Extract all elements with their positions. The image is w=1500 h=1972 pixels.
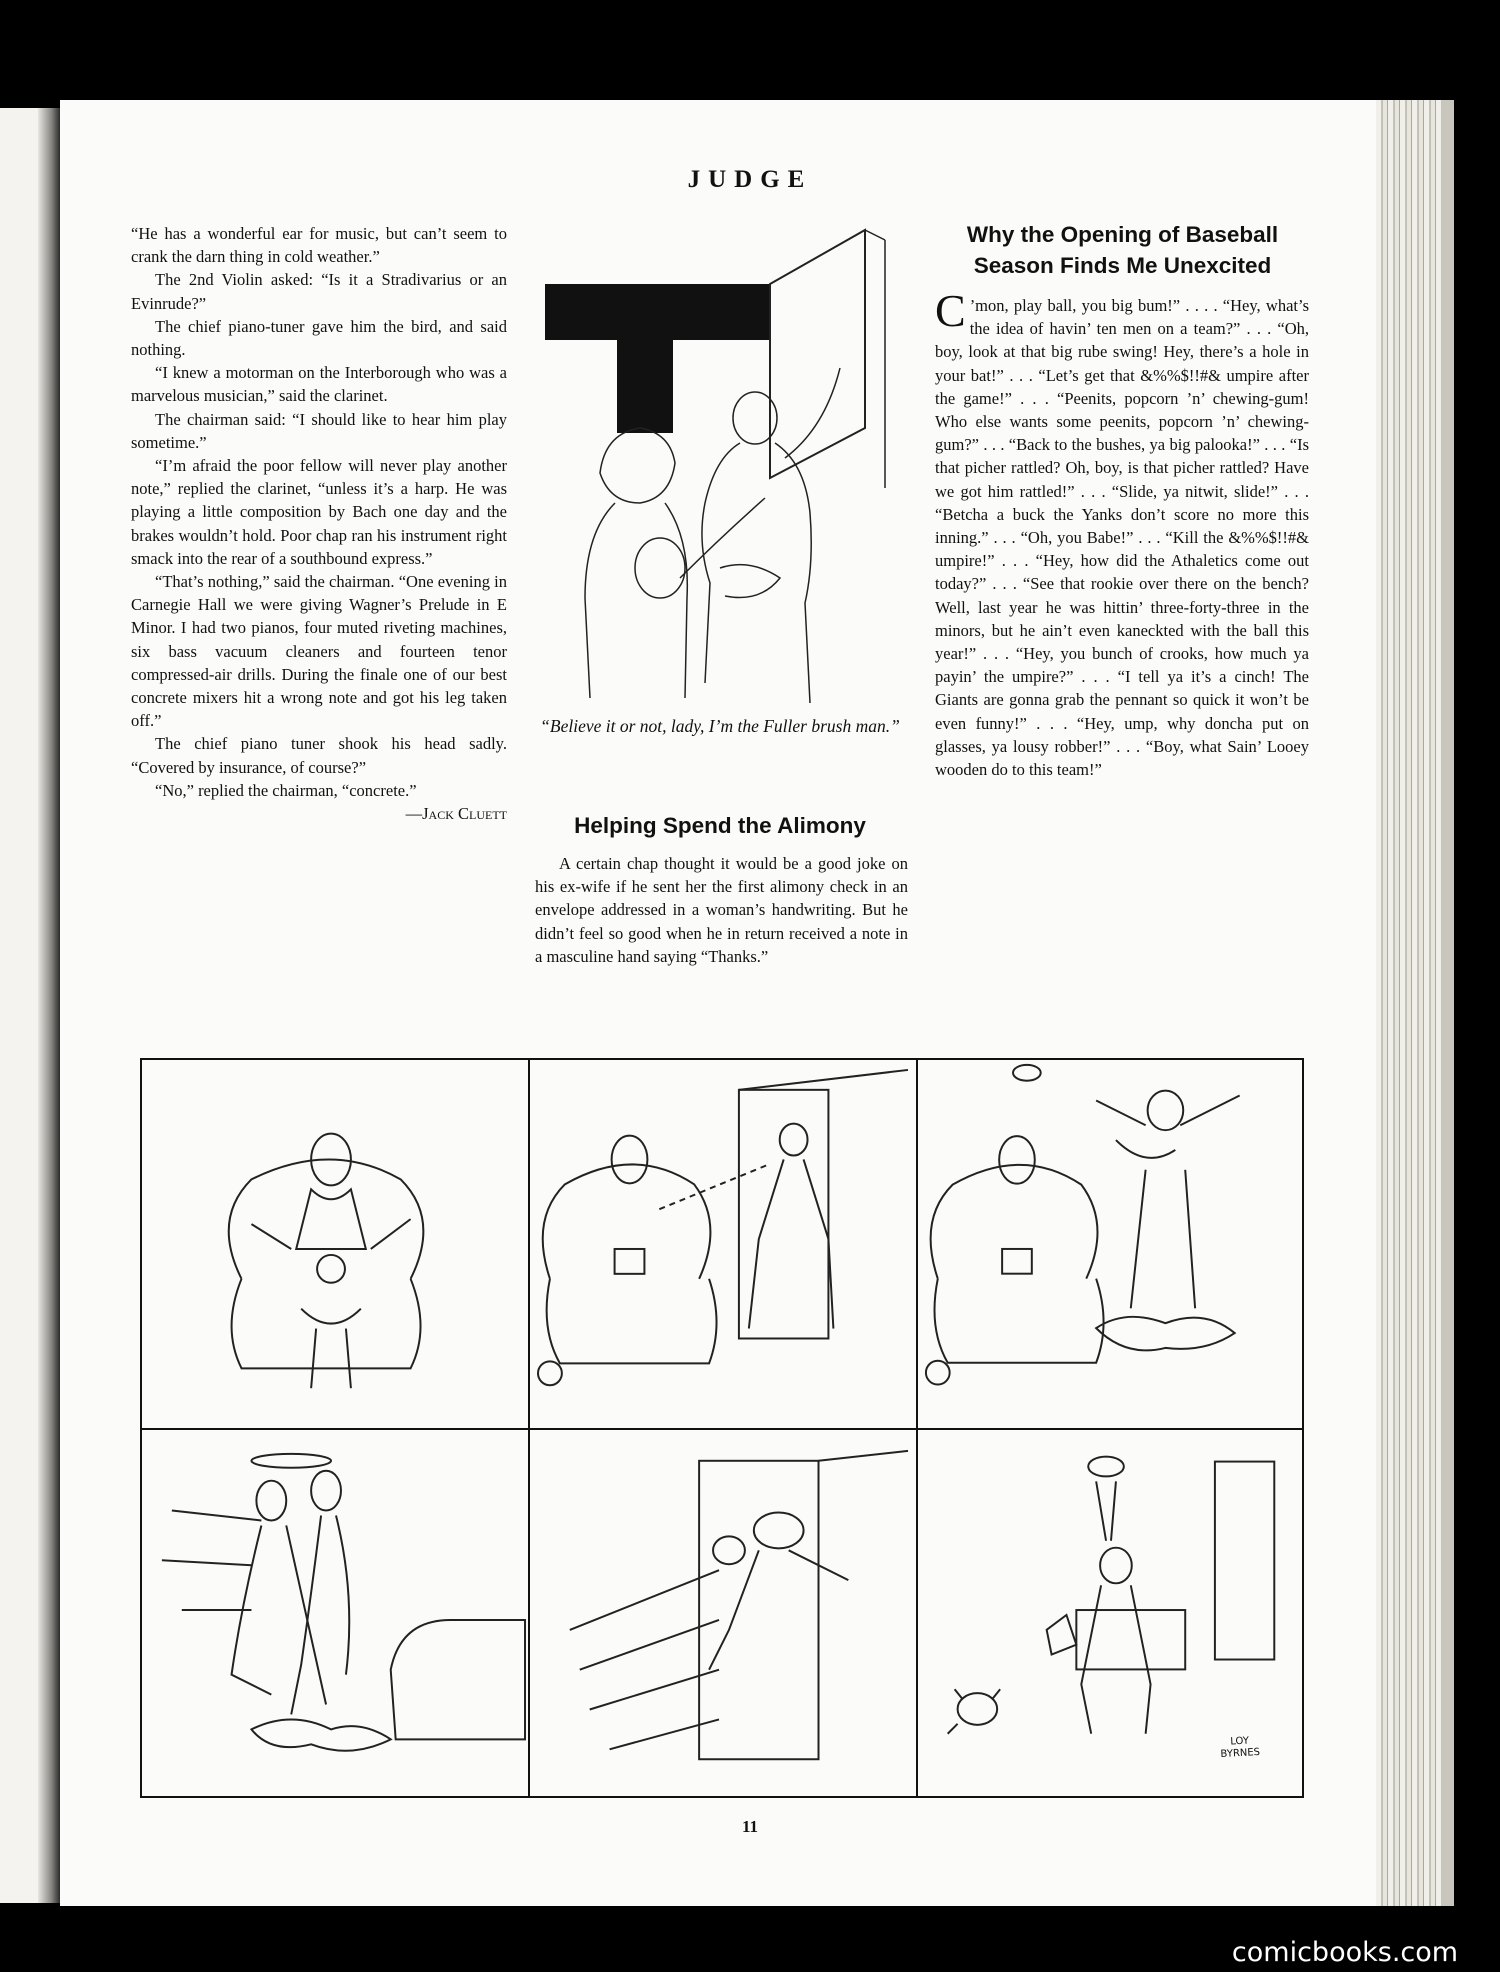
woman-knitting-drawing — [142, 1060, 528, 1428]
drop-cap: C — [935, 285, 966, 336]
comic-panel-4 — [142, 1430, 530, 1796]
author-signature: —Jack Cluett — [405, 804, 507, 824]
alimony-column — [535, 852, 908, 968]
page-stack-edge — [1376, 100, 1442, 1906]
paragraph: “I knew a motorman on the Interborough who was a marvelous musician,” said the clarinet. — [131, 363, 507, 406]
alimony-heading: Helping Spend the Alimony — [574, 813, 866, 838]
baseball-column — [935, 285, 1309, 781]
paragraph: A certain chap thought it would be a good joke on his ex-wife if he sent her the first alimony check in an envelope addressed in a woman’s handwriting. But he didn’t feel so good when he in return received a note in a masculine hand saying “Thanks.” — [535, 854, 908, 966]
paragraph: “I’m afraid the poor fellow will never play another note,” replied the clarinet, “unless it’s a harp. He was playing a little composition by Bach one day and the brakes wouldn’t hold. Poor chap ran his instrument right smack into the rear of a southbound express.” — [131, 456, 507, 568]
book-cover-edge — [1442, 100, 1454, 1906]
baseball-heading-line1: Why the Opening of Baseball — [966, 222, 1279, 247]
comic-panel-1 — [142, 1060, 530, 1430]
comic-panel-2 — [530, 1060, 918, 1430]
man-recoiling-drawing — [918, 1060, 1302, 1428]
book-gutter — [38, 108, 60, 1903]
signature-line-2: BYRNES — [1220, 1746, 1261, 1761]
man-entering-drawing — [530, 1060, 916, 1428]
man-fleeing-drawing — [530, 1430, 916, 1796]
paragraph: The chief piano-tuner gave him the bird, and said nothing. — [131, 316, 507, 360]
running-head: JUDGE — [687, 166, 813, 193]
paragraph: “That’s nothing,” said the chairman. “One evening in Carnegie Hall we were giving Wagner’s Prelude in E Minor. I had two pianos, four muted riveting machines, six bass vacuum cleaners and fourteen tenor compressed-air drills. During the finale one of our best concrete mixers hit a wrong note and got his leg taken off.” — [131, 572, 507, 731]
baseball-heading-line2: Season Finds Me Unexcited — [973, 253, 1272, 278]
paragraph — [935, 285, 1309, 781]
watermark: comicbooks.com — [1200, 1934, 1490, 1972]
comic-strip — [140, 1058, 1304, 1798]
story-column-left — [131, 222, 507, 825]
cartoon-caption: “Believe it or not, lady, I’m the Fuller brush man.” — [540, 716, 900, 736]
paragraph: “He has a wonderful ear for music, but can’t seem to crank the darn thing in cold weather.” — [131, 224, 507, 267]
paragraph: The 2nd Violin asked: “Is it a Stradivarius or an Evinrude?” — [131, 270, 507, 313]
paragraph: The chairman said: “I should like to hear him play sometime.” — [131, 409, 507, 452]
page-number: 11 — [741, 1817, 759, 1836]
paragraph: The chief piano tuner shook his head sadly. “Covered by insurance, of course?” — [131, 734, 507, 777]
couple-dancing-drawing — [142, 1430, 528, 1796]
fuller-brush-cartoon — [545, 228, 900, 706]
comic-panel-6 — [918, 1430, 1302, 1796]
baseball-text: ’mon, play ball, you big bum!” . . . . “Hey, what’s the idea of havin’ ten men on a team?” . . . “Oh, boy, look at that big rube swing! Hey, there’s a hole in your bat!” . . . “Let’s get that &%%$!!#& umpire after the game!” . . . “Peenits, popcorn ’n’ chewing-gum! Who else wants some peenits, popcorn ’n’ chewing-gum?” . . . “Back to the bushes, ya big palooka!” . . . “Is that picher rattled? Oh, boy, is that picher rattled? Have we got him rattled!” . . . “Slide, ya nitwit, slide!” . . . “Betcha a buck the Yanks don’t score no more this inning.” . . . “Oh, you Babe!” . . . “Kill the &%%$!!#& umpire!” . . . “Hey, how did the Athaletics come out today?” . . . “See that rookie over there on the bench? Well, last year he was hittin’ three-forty-three in the minors, but he ain’t even kaneckted with the ball this year!” . . . “Hey, you bunch of crooks, how much ya payin’ the umpire?” . . . “I tell ya it’s a cinch! The Giants are gonna grab the pennant so quick it won’t be even funny!” . . . “Hey, ump, why doncha put on glasses, ya lousy robber!” . . . “Boy, what Sain’ Looey wooden do to this team!” — [935, 296, 1309, 780]
comic-panel-3 — [918, 1060, 1302, 1430]
signature-line-1: LOY — [1230, 1735, 1250, 1748]
comic-panel-5 — [530, 1430, 918, 1796]
paragraph: “No,” replied the chairman, “concrete.” — [155, 780, 417, 800]
artist-signature — [1209, 1734, 1270, 1761]
